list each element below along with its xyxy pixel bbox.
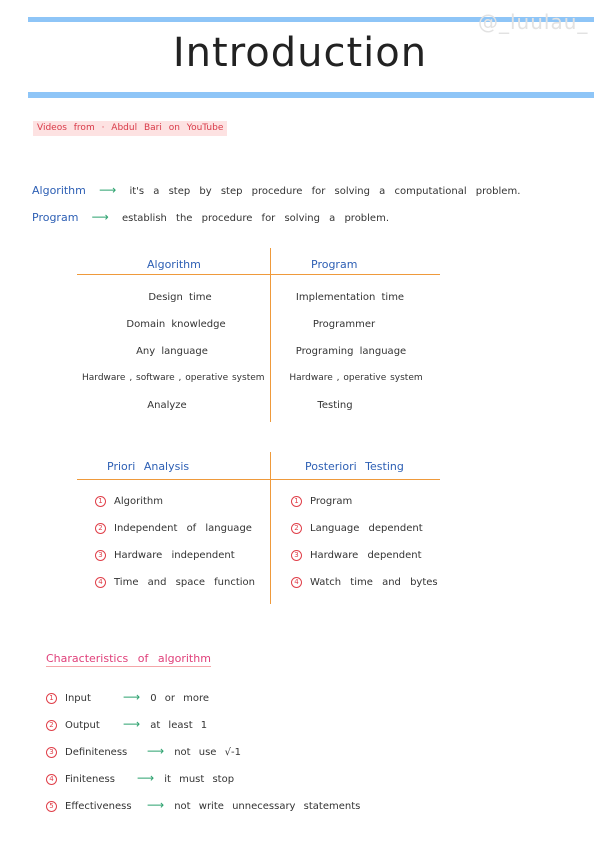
characteristic-row [46,690,209,704]
table-cell: Analyze [147,400,187,411]
characteristic-desc: not write unnecessary statements [174,801,361,812]
arrow-icon: ⟶ [91,210,109,224]
characteristic-desc: at least 1 [150,720,208,731]
table-divider-vertical [270,452,271,604]
definition-term: Program [32,211,79,224]
table-header-algorithm: Algorithm [147,258,201,271]
number-circle-icon: 1 [46,693,57,704]
list-item [291,523,423,534]
page-title: Introduction [172,30,428,76]
section-heading: Characteristics of algorithm [46,652,211,665]
characteristic-term: Input [65,693,91,704]
title-underline-bar [28,92,594,98]
arrow-icon: ⟶ [137,771,155,785]
definition-program [32,209,389,225]
arrow-icon: ⟶ [123,690,141,704]
list-item-text: Algorithm [114,496,163,507]
list-item [95,496,163,507]
definition-term: Algorithm [32,184,86,197]
characteristic-desc: it must stop [164,774,235,785]
arrow-icon: ⟶ [147,744,165,758]
table-cell: Testing [317,400,353,411]
list-item-text: Hardware dependent [310,550,422,561]
number-circle-icon: 1 [95,496,106,507]
table-cell: Hardware , software , operative system [82,373,265,383]
characteristic-row [46,717,207,731]
list-item [95,550,235,561]
characteristic-row [46,798,360,812]
definition-algorithm [32,182,520,198]
list-item [291,550,422,561]
table-header-posteriori: Posteriori Testing [305,460,404,473]
list-item-text: Watch time and bytes [310,577,438,588]
characteristic-row [46,771,234,785]
table-divider-horizontal [77,274,440,275]
list-item-text: Independent of language [114,523,252,534]
number-circle-icon: 4 [46,774,57,785]
table-cell: Domain knowledge [126,319,226,330]
number-circle-icon: 3 [95,550,106,561]
list-item-text: Language dependent [310,523,423,534]
source-note: Videos from · Abdul Bari on YouTube [33,121,227,136]
list-item [95,523,252,534]
list-item [291,577,438,588]
table-cell: Programmer [312,319,376,330]
list-item [291,496,352,507]
characteristic-desc: 0 or more [150,693,210,704]
list-item-text: Hardware independent [114,550,235,561]
characteristic-desc: not use √-1 [174,747,241,758]
watermark: @_luulau_ [478,10,589,34]
table-cell: Programing language [295,346,407,357]
table-cell: Implementation time [295,292,405,303]
table-cell: Any language [136,346,208,357]
characteristic-row [46,744,241,758]
number-circle-icon: 4 [95,577,106,588]
characteristic-term: Output [65,720,100,731]
number-circle-icon: 1 [291,496,302,507]
characteristic-term: Effectiveness [65,801,132,812]
table-header-program: Program [311,258,358,271]
table-cell: Hardware , operative system [289,373,423,383]
list-item [95,577,255,588]
definition-text: it's a step by step procedure for solving a computational problem. [129,186,521,197]
list-item-text: Time and space function [114,577,256,588]
table-cell: Design time [148,292,212,303]
number-circle-icon: 2 [95,523,106,534]
table-divider-horizontal [77,479,440,480]
list-item-text: Program [310,496,353,507]
characteristic-term: Definiteness [65,747,128,758]
arrow-icon: ⟶ [147,798,165,812]
number-circle-icon: 5 [46,801,57,812]
number-circle-icon: 4 [291,577,302,588]
definition-text: establish the procedure for solving a problem. [122,213,390,224]
number-circle-icon: 2 [291,523,302,534]
number-circle-icon: 3 [46,747,57,758]
arrow-icon: ⟶ [123,717,141,731]
arrow-icon: ⟶ [99,183,117,197]
number-circle-icon: 3 [291,550,302,561]
number-circle-icon: 2 [46,720,57,731]
characteristic-term: Finiteness [65,774,115,785]
table-header-priori: Priori Analysis [107,460,190,473]
